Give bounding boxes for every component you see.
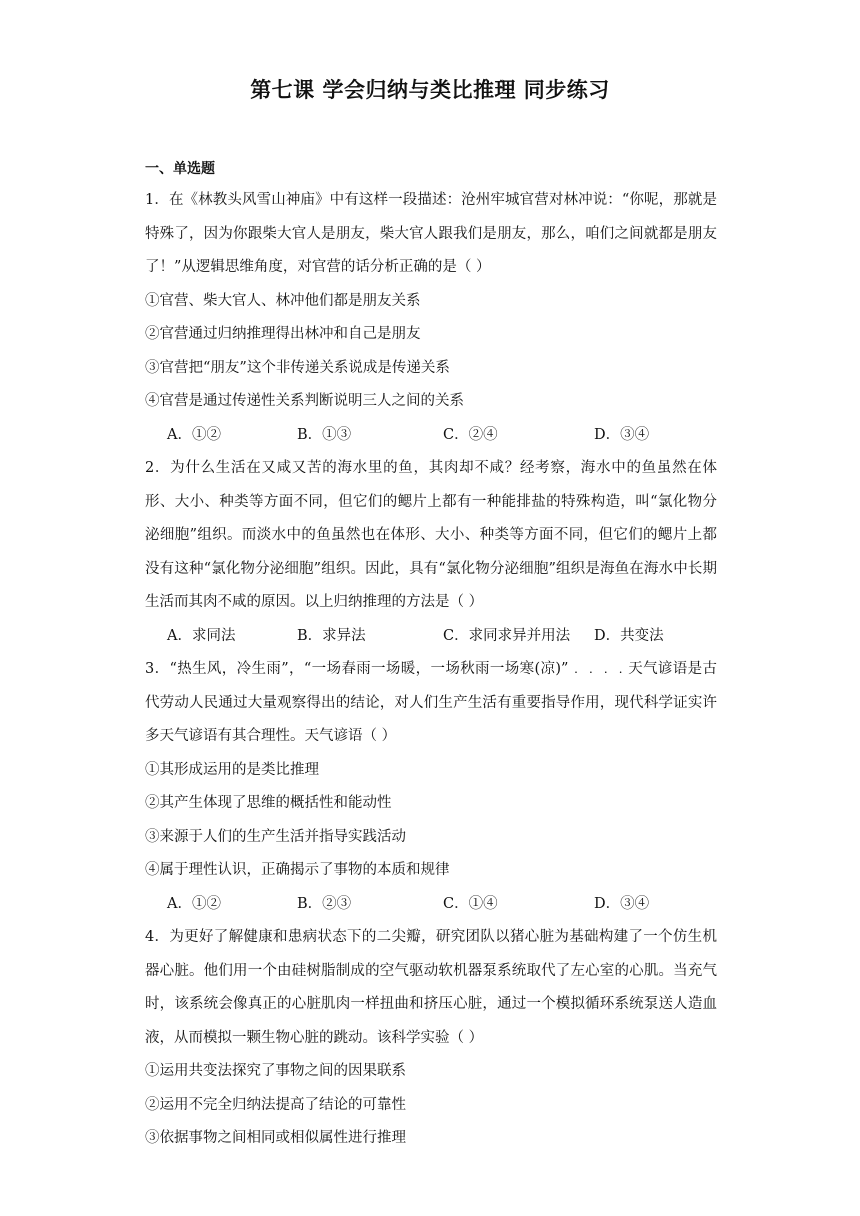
statement: ④属于理性认识，正确揭示了事物的本质和规律 <box>145 862 450 878</box>
option-a[interactable]: A．求同法 <box>167 627 236 644</box>
statement: ③官营把“朋友”这个非传递关系说成是传递关系 <box>145 359 450 376</box>
page-title: 第七课 学会归纳与类比推理 同步练习 <box>250 78 610 102</box>
statement: ②官营通过归纳推理得出林冲和自己是朋友 <box>145 326 421 342</box>
question-stem: 1．在《林教头风雪山神庙》中有这样一段描述：沧州牢城官营对林冲说：“你呢，那就是特殊了，因为你跟柴大官人是朋友，柴大官人跟我们是朋友，那么，咱们之间就都是朋友了！”从逻辑思维角度，对官营的话分析正确的是（ ） <box>145 192 717 275</box>
statement: ②运用不完全归纳法提高了结论的可靠性 <box>145 1096 406 1113</box>
option-c[interactable]: C．①④ <box>443 895 498 912</box>
option-c[interactable]: C．求同求异并用法 <box>443 627 571 644</box>
statement: ①运用共变法探究了事物之间的因果联系 <box>145 1063 406 1079</box>
statement: ③来源于人们的生产生活并指导实践活动 <box>145 828 406 845</box>
question-2 <box>145 452 717 653</box>
option-c[interactable]: C．②④ <box>443 426 498 443</box>
question-list <box>145 184 717 1156</box>
option-d[interactable]: D．③④ <box>594 426 650 443</box>
option-b[interactable]: B．求异法 <box>297 627 366 644</box>
answer-options <box>145 620 717 654</box>
statement: ③依据事物之间相同或相似属性进行推理 <box>145 1130 406 1146</box>
option-b[interactable]: B．①③ <box>297 426 352 443</box>
option-d[interactable]: D．③④ <box>594 895 650 912</box>
question-4 <box>145 921 717 1156</box>
question-stem: 2．为什么生活在又咸又苦的海水里的鱼，其肉却不咸？经考察，海水中的鱼虽然在体形、大小、种类等方面不同，但它们的鳃片上都有一种能排盐的特殊构造，叫“氯化物分泌细胞”组织。而淡水中的鱼虽然也在体形、大小、种类等方面不同，但它们的鳃片上都没有这种“氯化物分泌细胞”组织。因此，具有“氯化物分泌细胞”组织是海鱼在海水中长期生活而其肉不咸的原因。以上归纳推理的方法是（ ） <box>145 460 717 610</box>
option-d[interactable]: D．共变法 <box>594 627 664 644</box>
statement: ①官营、柴大官人、林冲他们都是朋友关系 <box>145 292 421 309</box>
statement: ②其产生体现了思维的概括性和能动性 <box>145 795 392 811</box>
answer-options <box>145 888 717 922</box>
option-a[interactable]: A．①② <box>167 895 221 912</box>
option-a[interactable]: A．①② <box>167 426 221 443</box>
question-stem: 4．为更好了解健康和患病状态下的二尖瓣，研究团队以猪心脏为基础构建了一个仿生机器心脏。他们用一个由硅树脂制成的空气驱动软机器泵系统取代了左心室的心肌。当充气时，该系统会像真正的心脏肌肉一样扭曲和挤压心脏，通过一个模拟循环系统泵送人造血液，从而模拟一颗生物心脏的跳动。该科学实验（ ） <box>145 929 717 1046</box>
question-stem: 3．“热生风，冷生雨”，“一场春雨一场暖，一场秋雨一场寒(凉)”﹒﹒﹒﹒天气谚语是古代劳动人民通过大量观察得出的结论，对人们生产生活有重要指导作用，现代科学证实许多天气谚语有其合理性。天气谚语（ ） <box>145 661 717 744</box>
section-heading: 一、单选题 <box>145 161 215 177</box>
statement: ①其形成运用的是类比推理 <box>145 761 319 778</box>
question-1 <box>145 184 717 452</box>
statement: ④官营是通过传递性关系判断说明三人之间的关系 <box>145 393 464 409</box>
question-3 <box>145 653 717 921</box>
option-b[interactable]: B．②③ <box>297 895 352 912</box>
answer-options <box>145 419 717 453</box>
